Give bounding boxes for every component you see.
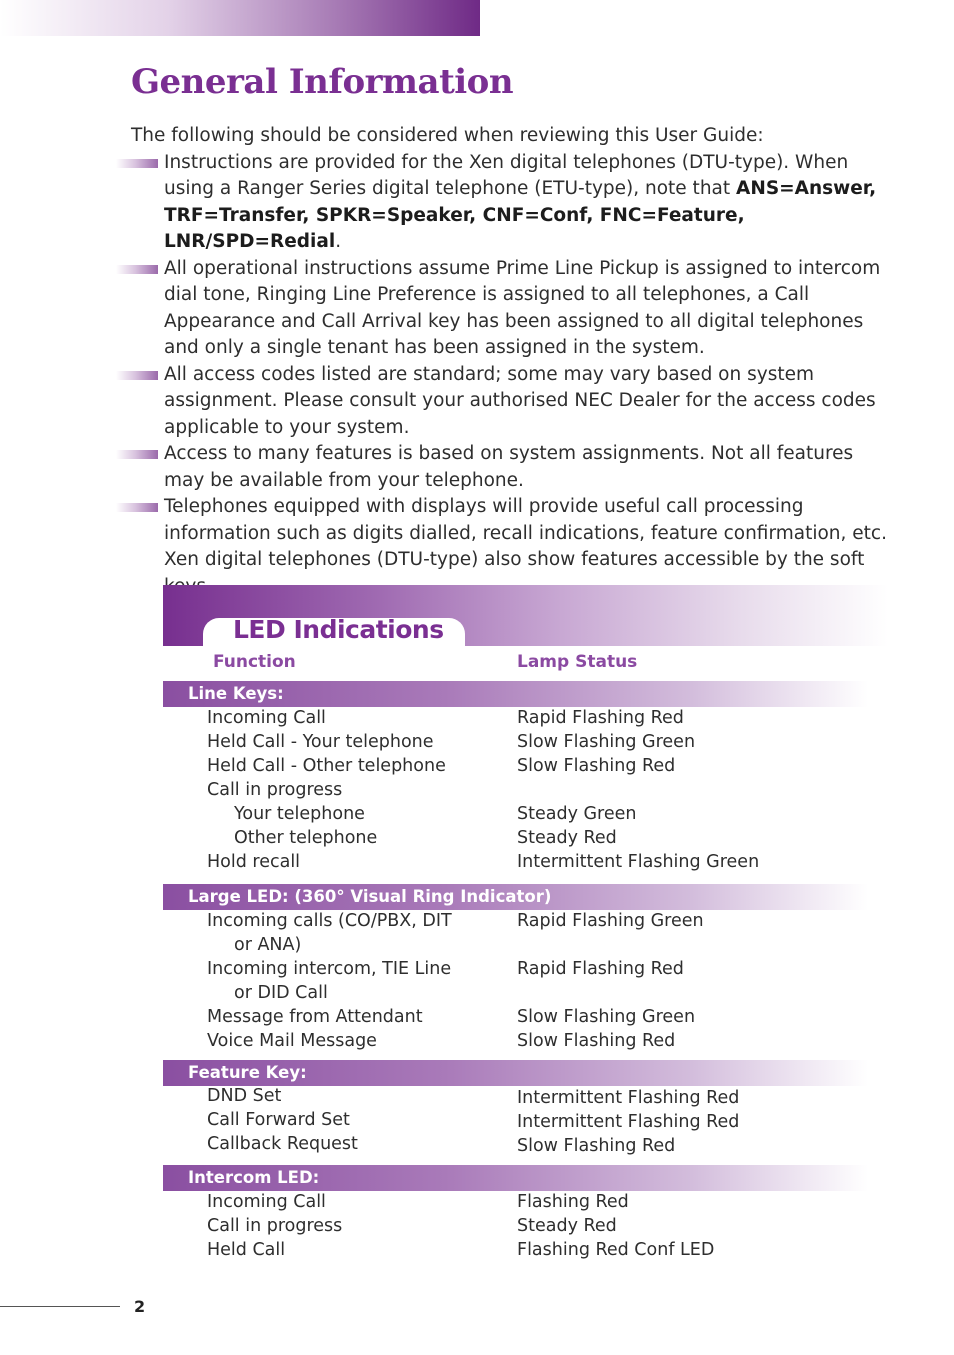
bullet-text: Instructions are provided for the Xen digital telephones (DTU-type). When using a Ranger Series digital telephone (ETU-type), note that (164, 151, 849, 199)
table-row (207, 1238, 907, 1262)
bullet-bar-icon (116, 503, 158, 512)
bullet-item (131, 441, 891, 494)
intercom-led-rows (207, 1190, 907, 1262)
function-cell: Incoming intercom, TIE Line (207, 959, 452, 979)
status-cell: Flashing Red (517, 1192, 629, 1212)
status-cell: Rapid Flashing Green (517, 911, 704, 931)
table-row (207, 1029, 907, 1053)
bullet-text-end: . (335, 231, 342, 252)
table-row (207, 850, 907, 874)
function-cell: DND Set (207, 1086, 282, 1106)
table-row (207, 1132, 907, 1156)
section-title-intercom-led: Intercom LED: (188, 1168, 320, 1187)
bullet-text: Telephones equipped with displays will provide useful call processing information such as digits dialled, recall indications, feature confirmation, etc. Xen digital telephones (DTU-type) also show features accessible by the soft (164, 496, 887, 570)
table-row (207, 957, 907, 981)
bullet-item (131, 256, 891, 362)
function-cell: Hold recall (207, 852, 301, 872)
table-row (207, 1108, 907, 1132)
table-row (207, 730, 907, 754)
function-cell: Held Call - Your telephone (207, 732, 434, 752)
function-cell: Voice Mail Message (207, 1031, 377, 1051)
function-cell: Other telephone (234, 828, 378, 848)
header-decoration-band (0, 0, 480, 36)
bullet-bar-icon (116, 265, 158, 274)
table-row (207, 1005, 907, 1029)
section-title-feature-key: Feature Key: (188, 1063, 307, 1082)
table-row (207, 909, 907, 933)
status-cell: Intermittent Flashing Green (517, 852, 760, 872)
line-keys-rows (207, 706, 907, 874)
table-row (207, 981, 907, 1005)
status-cell: Rapid Flashing Red (517, 959, 684, 979)
bullet-item (131, 150, 891, 256)
table-row (207, 826, 907, 850)
bullet-text: All access codes listed are standard; some may vary based on system assignment. Please consult your authorised NEC Dealer for the access codes applicable to your system. (164, 363, 876, 438)
section-bar-large-led (163, 884, 868, 910)
status-cell: Slow Flashing Green (517, 732, 696, 752)
bullet-bold-text: ANS=Answer, TRF=Transfer, SPKR=Speaker, CNF=Conf, FNC=Feature, LNR/SPD=Redial (164, 178, 877, 252)
function-cell: Call in progress (207, 780, 343, 800)
bullet-text: All operational instructions assume Prime Line Pickup is assigned to intercom dial tone, Ringing Line Preference is assigned to all telephones, a Call Appearance and Call Arrival key has been assigned to all digital telephones and only a single tenant has been assigned in the system. (164, 257, 881, 358)
status-cell: Intermittent Flashing Red (517, 1088, 740, 1108)
function-cell: Callback Request (207, 1134, 358, 1154)
status-cell: Slow Flashing Green (517, 1007, 696, 1027)
status-cell: Intermittent Flashing Red (517, 1112, 740, 1132)
section-bar-feature-key (163, 1060, 868, 1086)
function-cell: Call in progress (207, 1216, 343, 1236)
function-cell: Held Call (207, 1240, 286, 1260)
function-cell: Incoming Call (207, 1192, 326, 1212)
bullet-list (131, 150, 891, 601)
status-cell: Steady Red (517, 828, 617, 848)
intro-text: The following should be considered when reviewing this User Guide: (131, 125, 764, 146)
status-cell: Rapid Flashing Red (517, 708, 684, 728)
function-cell: Call Forward Set (207, 1110, 350, 1130)
footer-rule (0, 1306, 120, 1307)
bullet-item (131, 362, 891, 442)
led-indications-title: LED Indications (233, 615, 444, 644)
status-cell: Slow Flashing Red (517, 1136, 676, 1156)
table-row (207, 802, 907, 826)
section-bar-intercom-led (163, 1165, 868, 1191)
status-cell: Steady Red (517, 1216, 617, 1236)
function-cell: Your telephone (234, 804, 365, 824)
table-row (207, 933, 907, 957)
column-header-lamp-status: Lamp Status (517, 652, 638, 672)
intro-block (131, 123, 891, 600)
status-cell: Slow Flashing Red (517, 756, 676, 776)
table-row (207, 1214, 907, 1238)
status-cell: Steady Green (517, 804, 637, 824)
bullet-bar-icon (116, 450, 158, 459)
table-row (207, 706, 907, 730)
table-row (207, 1190, 907, 1214)
page-number: 2 (134, 1297, 146, 1316)
table-row (207, 1084, 907, 1108)
page-title: General Information (131, 62, 514, 102)
function-cell: or ANA) (234, 935, 302, 955)
section-title-large-led: Large LED: (360° Visual Ring Indicator) (188, 887, 552, 906)
function-cell: Incoming Call (207, 708, 326, 728)
table-row (207, 754, 907, 778)
column-header-function: Function (213, 652, 296, 672)
bullet-bar-icon (116, 371, 158, 380)
large-led-rows (207, 909, 907, 1053)
section-title-line-keys: Line Keys: (188, 684, 284, 703)
feature-key-rows (207, 1084, 907, 1156)
led-indications-header (163, 585, 888, 646)
bullet-bar-icon (116, 159, 158, 168)
function-cell: Held Call - Other telephone (207, 756, 446, 776)
status-cell: Slow Flashing Red (517, 1031, 676, 1051)
status-cell: Flashing Red Conf LED (517, 1240, 715, 1260)
bullet-text: Access to many features is based on system assignments. Not all features may be available from your telephone. (164, 443, 854, 491)
section-bar-line-keys (163, 681, 868, 707)
function-cell: Incoming calls (CO/PBX, DIT (207, 911, 452, 931)
function-cell: or DID Call (234, 983, 328, 1003)
table-row (207, 778, 907, 802)
function-cell: Message from Attendant (207, 1007, 423, 1027)
